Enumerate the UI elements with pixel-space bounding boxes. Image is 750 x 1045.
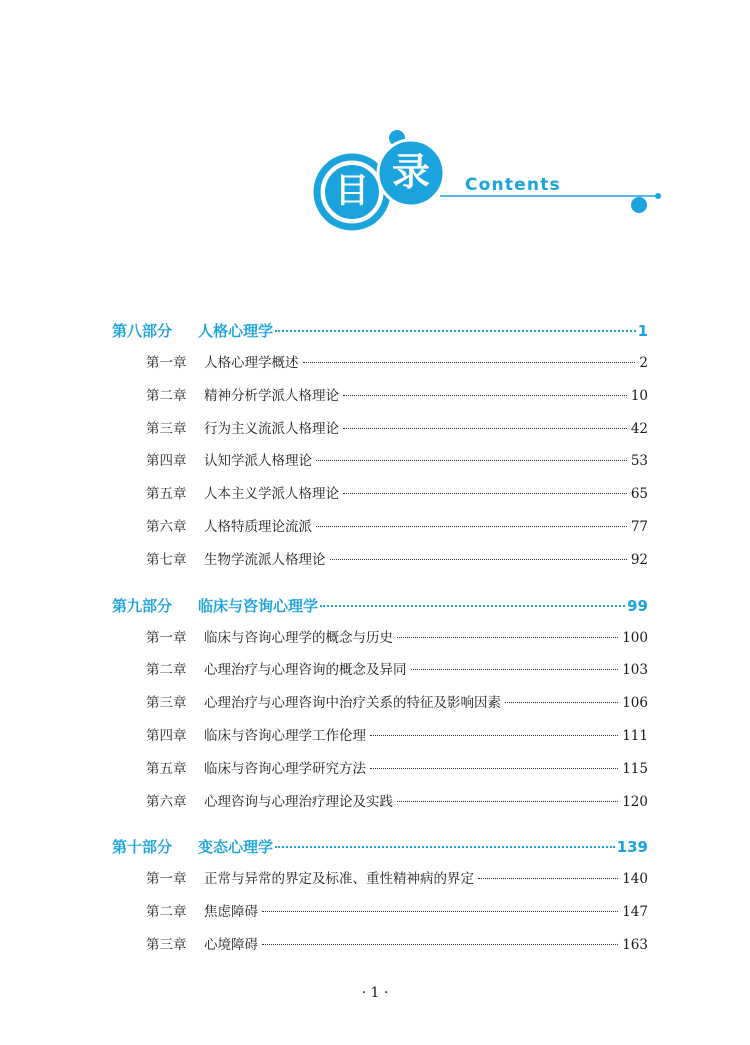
chapter-label: 第三章 bbox=[146, 936, 187, 953]
toc-chapter-entry[interactable] bbox=[112, 863, 648, 896]
chapter-label: 第三章 bbox=[146, 420, 187, 437]
dot-leader bbox=[330, 559, 627, 560]
chapter-page-number: 10 bbox=[630, 387, 648, 404]
part-title: 变态心理学 bbox=[198, 838, 274, 857]
toc-chapter-entry[interactable] bbox=[112, 544, 648, 577]
chapter-title: 人格特质理论流派 bbox=[204, 518, 312, 535]
chapter-title: 正常与异常的界定及标准、重性精神病的界定 bbox=[204, 871, 474, 888]
toc-chapter-entry[interactable] bbox=[112, 380, 648, 413]
chapter-page-number: 147 bbox=[622, 904, 648, 921]
dot-leader bbox=[411, 669, 619, 670]
dot-leader bbox=[275, 330, 636, 332]
chapter-label: 第一章 bbox=[146, 871, 187, 888]
dot-leader bbox=[320, 605, 625, 607]
chapter-page-number: 77 bbox=[630, 518, 648, 535]
chapter-label: 第五章 bbox=[146, 760, 187, 777]
chapter-label: 第六章 bbox=[146, 518, 187, 535]
toc-part-entry[interactable] bbox=[112, 831, 648, 863]
dot-leader bbox=[370, 735, 618, 736]
toc-header-logo bbox=[316, 124, 666, 242]
logo-dot-large bbox=[631, 197, 647, 213]
chapter-page-number: 120 bbox=[622, 793, 648, 810]
chapter-page-number: 65 bbox=[630, 486, 648, 503]
logo-dot-small bbox=[655, 193, 661, 199]
dot-leader bbox=[316, 460, 627, 461]
chapter-page-number: 42 bbox=[630, 420, 648, 437]
chapter-page-number: 2 bbox=[639, 355, 648, 371]
chapter-title: 心理治疗与心理咨询的概念及异同 bbox=[204, 662, 407, 679]
logo-char-mu: 目 bbox=[335, 171, 369, 211]
toc-part-entry[interactable] bbox=[112, 315, 648, 347]
chapter-label: 第一章 bbox=[146, 629, 187, 646]
chapter-title: 行为主义流派人格理论 bbox=[204, 420, 339, 437]
toc-chapter-entry[interactable] bbox=[112, 445, 648, 478]
part-label: 第九部分 bbox=[112, 596, 173, 615]
chapter-page-number: 140 bbox=[622, 871, 648, 888]
chapter-page-number: 100 bbox=[622, 629, 648, 646]
chapter-label: 第六章 bbox=[146, 793, 187, 810]
chapter-page-number: 53 bbox=[630, 453, 648, 470]
dot-leader bbox=[303, 362, 636, 363]
part-label: 第十部分 bbox=[112, 838, 173, 857]
chapter-title: 认知学派人格理论 bbox=[204, 453, 312, 470]
chapter-page-number: 103 bbox=[622, 662, 648, 679]
chapter-label: 第一章 bbox=[146, 355, 187, 371]
dot-leader bbox=[262, 911, 618, 912]
chapter-label: 第五章 bbox=[146, 486, 187, 503]
chapter-title: 人本主义学派人格理论 bbox=[204, 486, 339, 503]
dot-leader bbox=[343, 493, 627, 494]
chapter-label: 第二章 bbox=[146, 387, 187, 404]
chapter-label: 第四章 bbox=[146, 727, 187, 744]
chapter-page-number: 111 bbox=[622, 727, 648, 744]
part-title: 临床与咨询心理学 bbox=[198, 596, 319, 615]
toc-chapter-entry[interactable] bbox=[112, 622, 648, 655]
part-page-number: 1 bbox=[637, 322, 648, 340]
chapter-page-number: 115 bbox=[622, 760, 648, 777]
toc-chapter-entry[interactable] bbox=[112, 753, 648, 786]
part-page-number: 99 bbox=[627, 596, 648, 615]
table-of-contents bbox=[112, 315, 648, 962]
toc-chapter-entry[interactable] bbox=[112, 720, 648, 753]
chapter-label: 第三章 bbox=[146, 695, 187, 712]
toc-chapter-entry[interactable] bbox=[112, 786, 648, 819]
toc-chapter-entry[interactable] bbox=[112, 511, 648, 544]
logo-char-lu: 录 bbox=[391, 150, 430, 194]
chapter-title: 精神分析学派人格理论 bbox=[204, 387, 339, 404]
chapter-title: 人格心理学概述 bbox=[204, 355, 299, 371]
chapter-label: 第七章 bbox=[146, 551, 187, 568]
chapter-title: 临床与咨询心理学研究方法 bbox=[204, 760, 366, 777]
part-page-number: 139 bbox=[616, 838, 648, 857]
contents-label: Contents bbox=[465, 175, 561, 195]
dot-leader bbox=[262, 944, 618, 945]
toc-chapter-entry[interactable] bbox=[112, 654, 648, 687]
chapter-title: 生物学流派人格理论 bbox=[204, 551, 326, 568]
chapter-title: 焦虑障碍 bbox=[204, 904, 258, 921]
dot-leader bbox=[397, 801, 618, 802]
section-spacer bbox=[112, 577, 648, 590]
toc-chapter-entry[interactable] bbox=[112, 347, 648, 380]
chapter-title: 心理咨询与心理治疗理论及实践 bbox=[204, 793, 393, 810]
dot-leader bbox=[397, 637, 618, 638]
section-spacer bbox=[112, 818, 648, 831]
chapter-page-number: 92 bbox=[630, 551, 648, 568]
dot-leader bbox=[505, 702, 618, 703]
part-title: 人格心理学 bbox=[198, 322, 274, 340]
toc-chapter-entry[interactable] bbox=[112, 478, 648, 511]
part-label: 第八部分 bbox=[112, 322, 173, 340]
chapter-title: 心理治疗与心理咨询中治疗关系的特征及影响因素 bbox=[204, 695, 501, 712]
toc-part-entry[interactable] bbox=[112, 590, 648, 622]
dot-leader bbox=[370, 768, 618, 769]
page-number: · 1 · bbox=[361, 985, 389, 1001]
chapter-page-number: 106 bbox=[622, 695, 648, 712]
chapter-label: 第四章 bbox=[146, 453, 187, 470]
chapter-title: 临床与咨询心理学工作伦理 bbox=[204, 727, 366, 744]
chapter-title: 临床与咨询心理学的概念与历史 bbox=[204, 629, 393, 646]
toc-chapter-entry[interactable] bbox=[112, 929, 648, 962]
chapter-label: 第二章 bbox=[146, 904, 187, 921]
dot-leader bbox=[343, 428, 627, 429]
chapter-page-number: 163 bbox=[622, 936, 648, 953]
chapter-title: 心境障碍 bbox=[204, 936, 258, 953]
toc-chapter-entry[interactable] bbox=[112, 896, 648, 929]
toc-chapter-entry[interactable] bbox=[112, 687, 648, 720]
dot-leader bbox=[478, 878, 618, 879]
dot-leader bbox=[275, 846, 615, 848]
dot-leader bbox=[343, 395, 627, 396]
dot-leader bbox=[316, 526, 627, 527]
toc-chapter-entry[interactable] bbox=[112, 413, 648, 446]
chapter-label: 第二章 bbox=[146, 662, 187, 679]
